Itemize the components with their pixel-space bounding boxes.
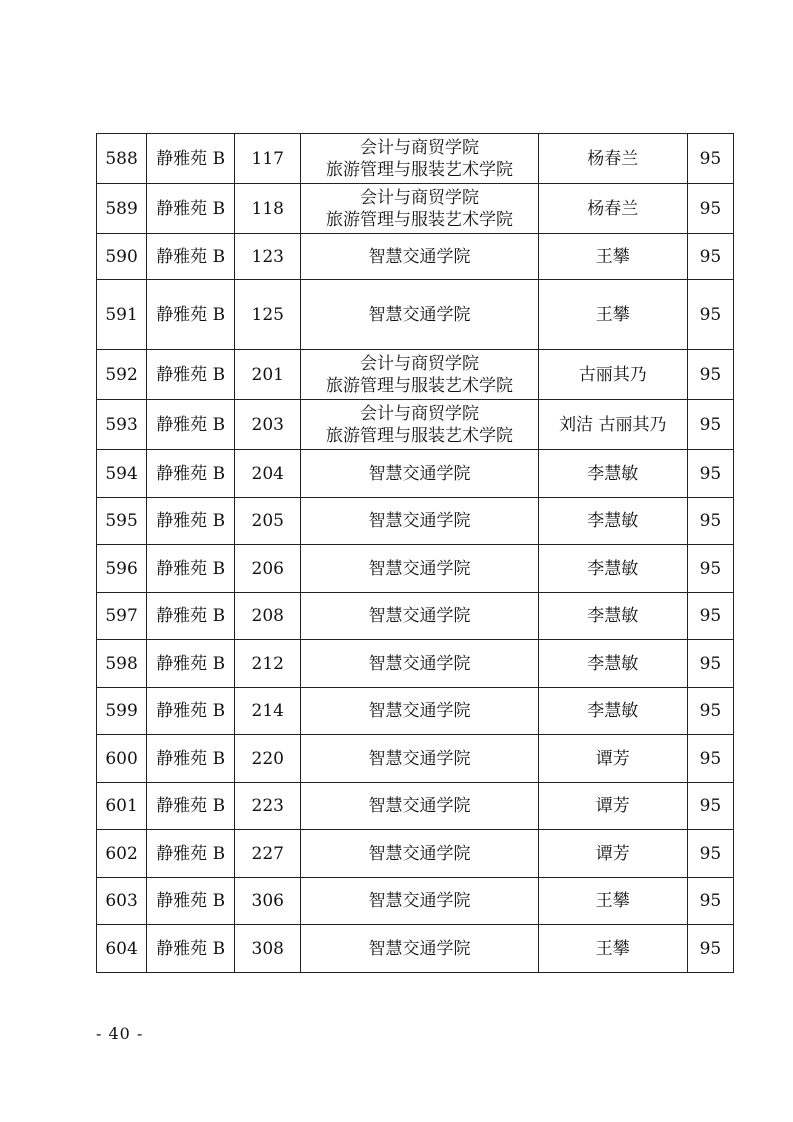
- building-cell: 静雅苑 B: [147, 783, 235, 830]
- table-row: [97, 735, 734, 783]
- row-number-cell: 599: [97, 688, 147, 735]
- teacher-cell: 王攀: [538, 234, 687, 280]
- college-cell: [301, 400, 538, 450]
- score-cell: 95: [687, 350, 733, 400]
- teacher-cell: 古丽其乃: [538, 350, 687, 400]
- college-cell: [301, 688, 538, 735]
- score-cell: 95: [687, 134, 733, 184]
- teacher-cell: 杨春兰: [538, 134, 687, 184]
- college-cell: [301, 280, 538, 350]
- row-number-cell: 590: [97, 234, 147, 280]
- score-cell: 95: [687, 498, 733, 545]
- table-row: [97, 134, 734, 184]
- score-cell: 95: [687, 280, 733, 350]
- table-row: [97, 783, 734, 830]
- score-cell: 95: [687, 640, 733, 688]
- row-number-cell: 604: [97, 925, 147, 973]
- building-cell: 静雅苑 B: [147, 234, 235, 280]
- score-cell: 95: [687, 545, 733, 593]
- room-cell: 123: [235, 234, 301, 280]
- college-line: 旅游管理与服装艺术学院: [325, 425, 513, 446]
- row-number-cell: 594: [97, 450, 147, 498]
- table-row: [97, 688, 734, 735]
- college-cell: [301, 735, 538, 783]
- table-row: [97, 184, 734, 234]
- row-number-cell: 593: [97, 400, 147, 450]
- room-cell: 212: [235, 640, 301, 688]
- table-row: [97, 545, 734, 593]
- row-number-cell: 588: [97, 134, 147, 184]
- room-cell: 208: [235, 593, 301, 640]
- college-line: 智慧交通学院: [368, 304, 471, 325]
- college-line: 智慧交通学院: [368, 463, 471, 484]
- teacher-cell: 杨春兰: [538, 184, 687, 234]
- score-cell: 95: [687, 830, 733, 878]
- score-cell: 95: [687, 688, 733, 735]
- room-cell: 214: [235, 688, 301, 735]
- row-number-cell: 595: [97, 498, 147, 545]
- college-line: 智慧交通学院: [368, 606, 471, 626]
- score-cell: 95: [687, 234, 733, 280]
- teacher-cell: 谭芳: [538, 830, 687, 878]
- college-line: 智慧交通学院: [368, 558, 471, 579]
- college-line: 智慧交通学院: [368, 843, 471, 864]
- row-number-cell: 598: [97, 640, 147, 688]
- row-number-cell: 601: [97, 783, 147, 830]
- college-cell: [301, 350, 538, 400]
- building-cell: 静雅苑 B: [147, 925, 235, 973]
- building-cell: 静雅苑 B: [147, 878, 235, 925]
- teacher-cell: 李慧敏: [538, 593, 687, 640]
- college-cell: [301, 134, 538, 184]
- building-cell: 静雅苑 B: [147, 184, 235, 234]
- college-cell: [301, 498, 538, 545]
- college-line: 智慧交通学院: [368, 511, 471, 531]
- table-row: [97, 400, 734, 450]
- building-cell: 静雅苑 B: [147, 134, 235, 184]
- teacher-cell: 李慧敏: [538, 498, 687, 545]
- college-line: 会计与商贸学院: [359, 137, 479, 158]
- college-line: 旅游管理与服装艺术学院: [325, 375, 513, 396]
- building-cell: 静雅苑 B: [147, 350, 235, 400]
- table-row: [97, 640, 734, 688]
- row-number-cell: 602: [97, 830, 147, 878]
- table-row: [97, 450, 734, 498]
- row-number-cell: 600: [97, 735, 147, 783]
- building-cell: 静雅苑 B: [147, 545, 235, 593]
- building-cell: 静雅苑 B: [147, 280, 235, 350]
- college-cell: [301, 878, 538, 925]
- score-cell: 95: [687, 925, 733, 973]
- score-cell: 95: [687, 400, 733, 450]
- score-cell: 95: [687, 783, 733, 830]
- college-line: 旅游管理与服装艺术学院: [325, 209, 513, 230]
- row-number-cell: 591: [97, 280, 147, 350]
- table-row: [97, 350, 734, 400]
- score-cell: 95: [687, 735, 733, 783]
- score-cell: 95: [687, 450, 733, 498]
- college-line: 智慧交通学院: [368, 891, 471, 911]
- college-line: 智慧交通学院: [368, 938, 471, 959]
- teacher-cell: 李慧敏: [538, 450, 687, 498]
- teacher-cell: 王攀: [538, 280, 687, 350]
- room-cell: 117: [235, 134, 301, 184]
- teacher-cell: 李慧敏: [538, 545, 687, 593]
- row-number-cell: 597: [97, 593, 147, 640]
- room-cell: 201: [235, 350, 301, 400]
- teacher-cell: 李慧敏: [538, 688, 687, 735]
- teacher-cell: 王攀: [538, 878, 687, 925]
- room-cell: 220: [235, 735, 301, 783]
- page-number: - 40 -: [96, 1024, 144, 1043]
- room-cell: 203: [235, 400, 301, 450]
- building-cell: 静雅苑 B: [147, 593, 235, 640]
- college-cell: [301, 925, 538, 973]
- row-number-cell: 596: [97, 545, 147, 593]
- building-cell: 静雅苑 B: [147, 450, 235, 498]
- college-cell: [301, 783, 538, 830]
- room-cell: 125: [235, 280, 301, 350]
- room-cell: 118: [235, 184, 301, 234]
- table-row: [97, 925, 734, 973]
- table-row: [97, 878, 734, 925]
- college-cell: [301, 184, 538, 234]
- table-row: [97, 498, 734, 545]
- table-row: [97, 593, 734, 640]
- score-cell: 95: [687, 593, 733, 640]
- room-cell: 223: [235, 783, 301, 830]
- college-line: 智慧交通学院: [368, 701, 471, 721]
- score-cell: 95: [687, 184, 733, 234]
- room-cell: 204: [235, 450, 301, 498]
- table-row: [97, 280, 734, 350]
- college-cell: [301, 450, 538, 498]
- teacher-cell: 谭芳: [538, 783, 687, 830]
- college-line: 智慧交通学院: [368, 246, 471, 267]
- table-body: [97, 134, 734, 973]
- room-cell: 308: [235, 925, 301, 973]
- college-cell: [301, 545, 538, 593]
- college-line: 智慧交通学院: [368, 748, 471, 769]
- building-cell: 静雅苑 B: [147, 830, 235, 878]
- college-line: 会计与商贸学院: [359, 403, 479, 424]
- college-cell: [301, 640, 538, 688]
- teacher-cell: 谭芳: [538, 735, 687, 783]
- row-number-cell: 589: [97, 184, 147, 234]
- table-row: [97, 830, 734, 878]
- building-cell: 静雅苑 B: [147, 735, 235, 783]
- building-cell: 静雅苑 B: [147, 640, 235, 688]
- table-row: [97, 234, 734, 280]
- room-cell: 206: [235, 545, 301, 593]
- building-cell: 静雅苑 B: [147, 688, 235, 735]
- teacher-cell: 王攀: [538, 925, 687, 973]
- building-cell: 静雅苑 B: [147, 498, 235, 545]
- teacher-cell: 李慧敏: [538, 640, 687, 688]
- room-cell: 205: [235, 498, 301, 545]
- inspection-table: [96, 133, 734, 973]
- room-cell: 227: [235, 830, 301, 878]
- score-cell: 95: [687, 878, 733, 925]
- room-cell: 306: [235, 878, 301, 925]
- college-cell: [301, 234, 538, 280]
- teacher-cell: 刘洁 古丽其乃: [538, 400, 687, 450]
- college-line: 会计与商贸学院: [359, 187, 479, 208]
- row-number-cell: 603: [97, 878, 147, 925]
- building-cell: 静雅苑 B: [147, 400, 235, 450]
- college-line: 智慧交通学院: [368, 796, 471, 816]
- college-line: 会计与商贸学院: [359, 353, 479, 374]
- college-line: 智慧交通学院: [368, 653, 471, 674]
- college-cell: [301, 830, 538, 878]
- college-cell: [301, 593, 538, 640]
- college-line: 旅游管理与服装艺术学院: [325, 159, 513, 180]
- row-number-cell: 592: [97, 350, 147, 400]
